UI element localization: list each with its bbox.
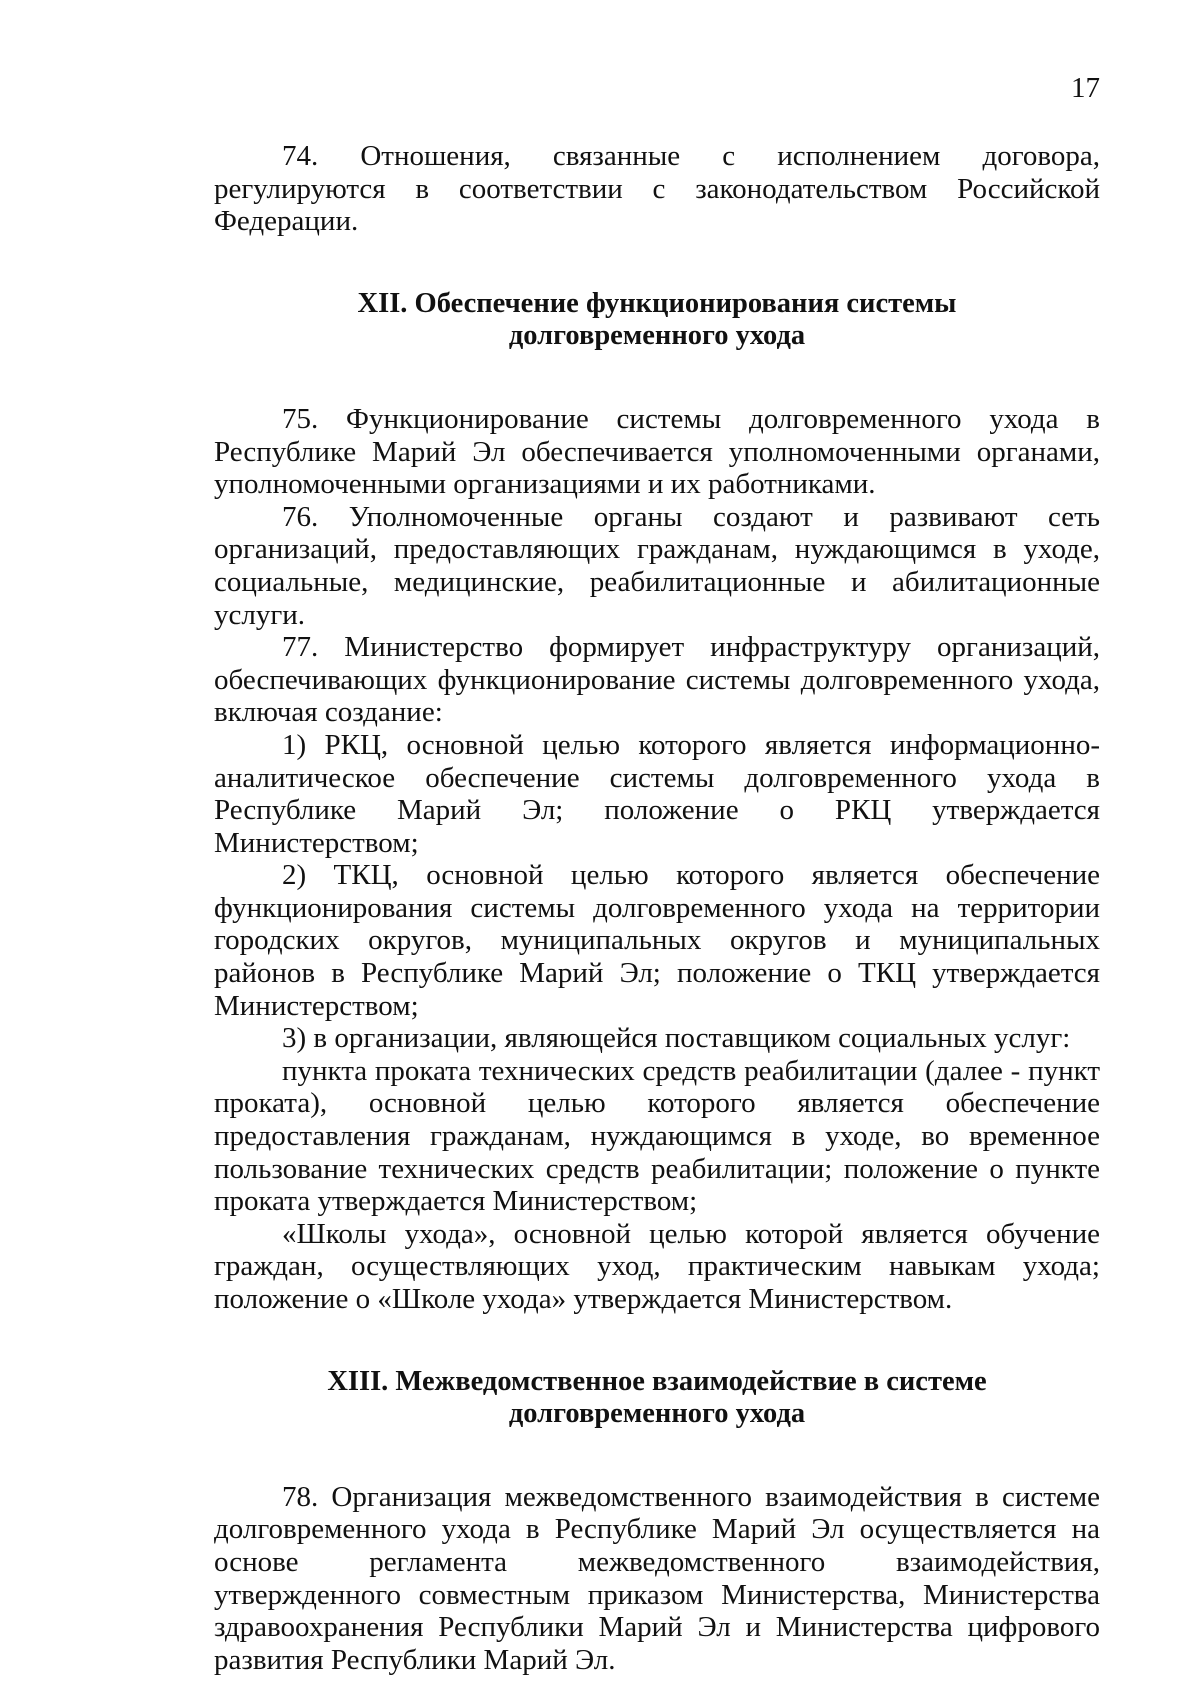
section-heading-xii-line1: XII. Обеспечение функционирования системы — [357, 287, 957, 319]
page-number: 17 — [1071, 72, 1100, 104]
list-item-2-tkc: 2) ТКЦ, основной целью которого является обеспечение функционирования системы долговременного ухода на территории городских округов, муниципальных округов и муниципальных районов в Республике Марий Эл; положение о ТКЦ утверждается Министерством; — [214, 859, 1100, 1022]
paragraph-77: 77. Министерство формирует инфраструктуру организаций, обеспечивающих функционирование системы долговременного ухода, включая создание: — [214, 631, 1100, 729]
paragraph-74: 74. Отношения, связанные с исполнением договора, регулируются в соответствии с законодательством Российской Федерации. — [214, 140, 1100, 238]
paragraph-78: 78. Организация межведомственного взаимодействия в системе долговременного ухода в Республике Марий Эл осуществляется на основе регламента межведомственного взаимодействия, утвержденного совместным приказом Министерства, Министерства здравоохранения Республики Марий Эл и Министерства цифрового развития Республики Марий Эл. — [214, 1480, 1100, 1676]
section-heading-xii — [214, 288, 1100, 353]
paragraph-75: 75. Функционирование системы долговременного ухода в Республике Марий Эл обеспечивается уполномоченными органами, уполномоченными организациями и их работниками. — [214, 402, 1100, 501]
section-heading-xiii-line1: XIII. Межведомственное взаимодействие в системе — [327, 1365, 987, 1397]
list-item-1-rkc: 1) РКЦ, основной целью которого является информационно-аналитическое обеспечение системы долговременного ухода в Республике Марий Эл; положение о РКЦ утверждается Министерством; — [214, 728, 1100, 859]
list-item-care-school: «Школы ухода», основной целью которой является обучение граждан, осуществляющих уход, практическим навыкам ухода; положение о «Школе ухода» утверждается Министерством. — [214, 1217, 1100, 1315]
list-item-3-provider: 3) в организации, являющейся поставщиком социальных услуг: — [282, 1022, 1071, 1055]
section-heading-xiii-line2: долговременного ухода — [508, 1398, 806, 1430]
section-heading-xiii — [214, 1366, 1100, 1431]
paragraph-76: 76. Уполномоченные органы создают и развивают сеть организаций, предоставляющих гражданам, нуждающимся в уходе, социальные, медицинские, реабилитационные и абилитационные услуги. — [214, 500, 1100, 631]
document-body — [214, 140, 1100, 1676]
list-item-rental-point: пункта проката технических средств реабилитации (далее - пункт проката), основной целью которого является обеспечение предоставления гражданам, нуждающимся в уходе, во временное пользование технических средств реабилитации; положение о пункте проката утверждается Министерством; — [214, 1054, 1100, 1218]
section-heading-xii-line2: долговременного ухода — [508, 320, 806, 352]
